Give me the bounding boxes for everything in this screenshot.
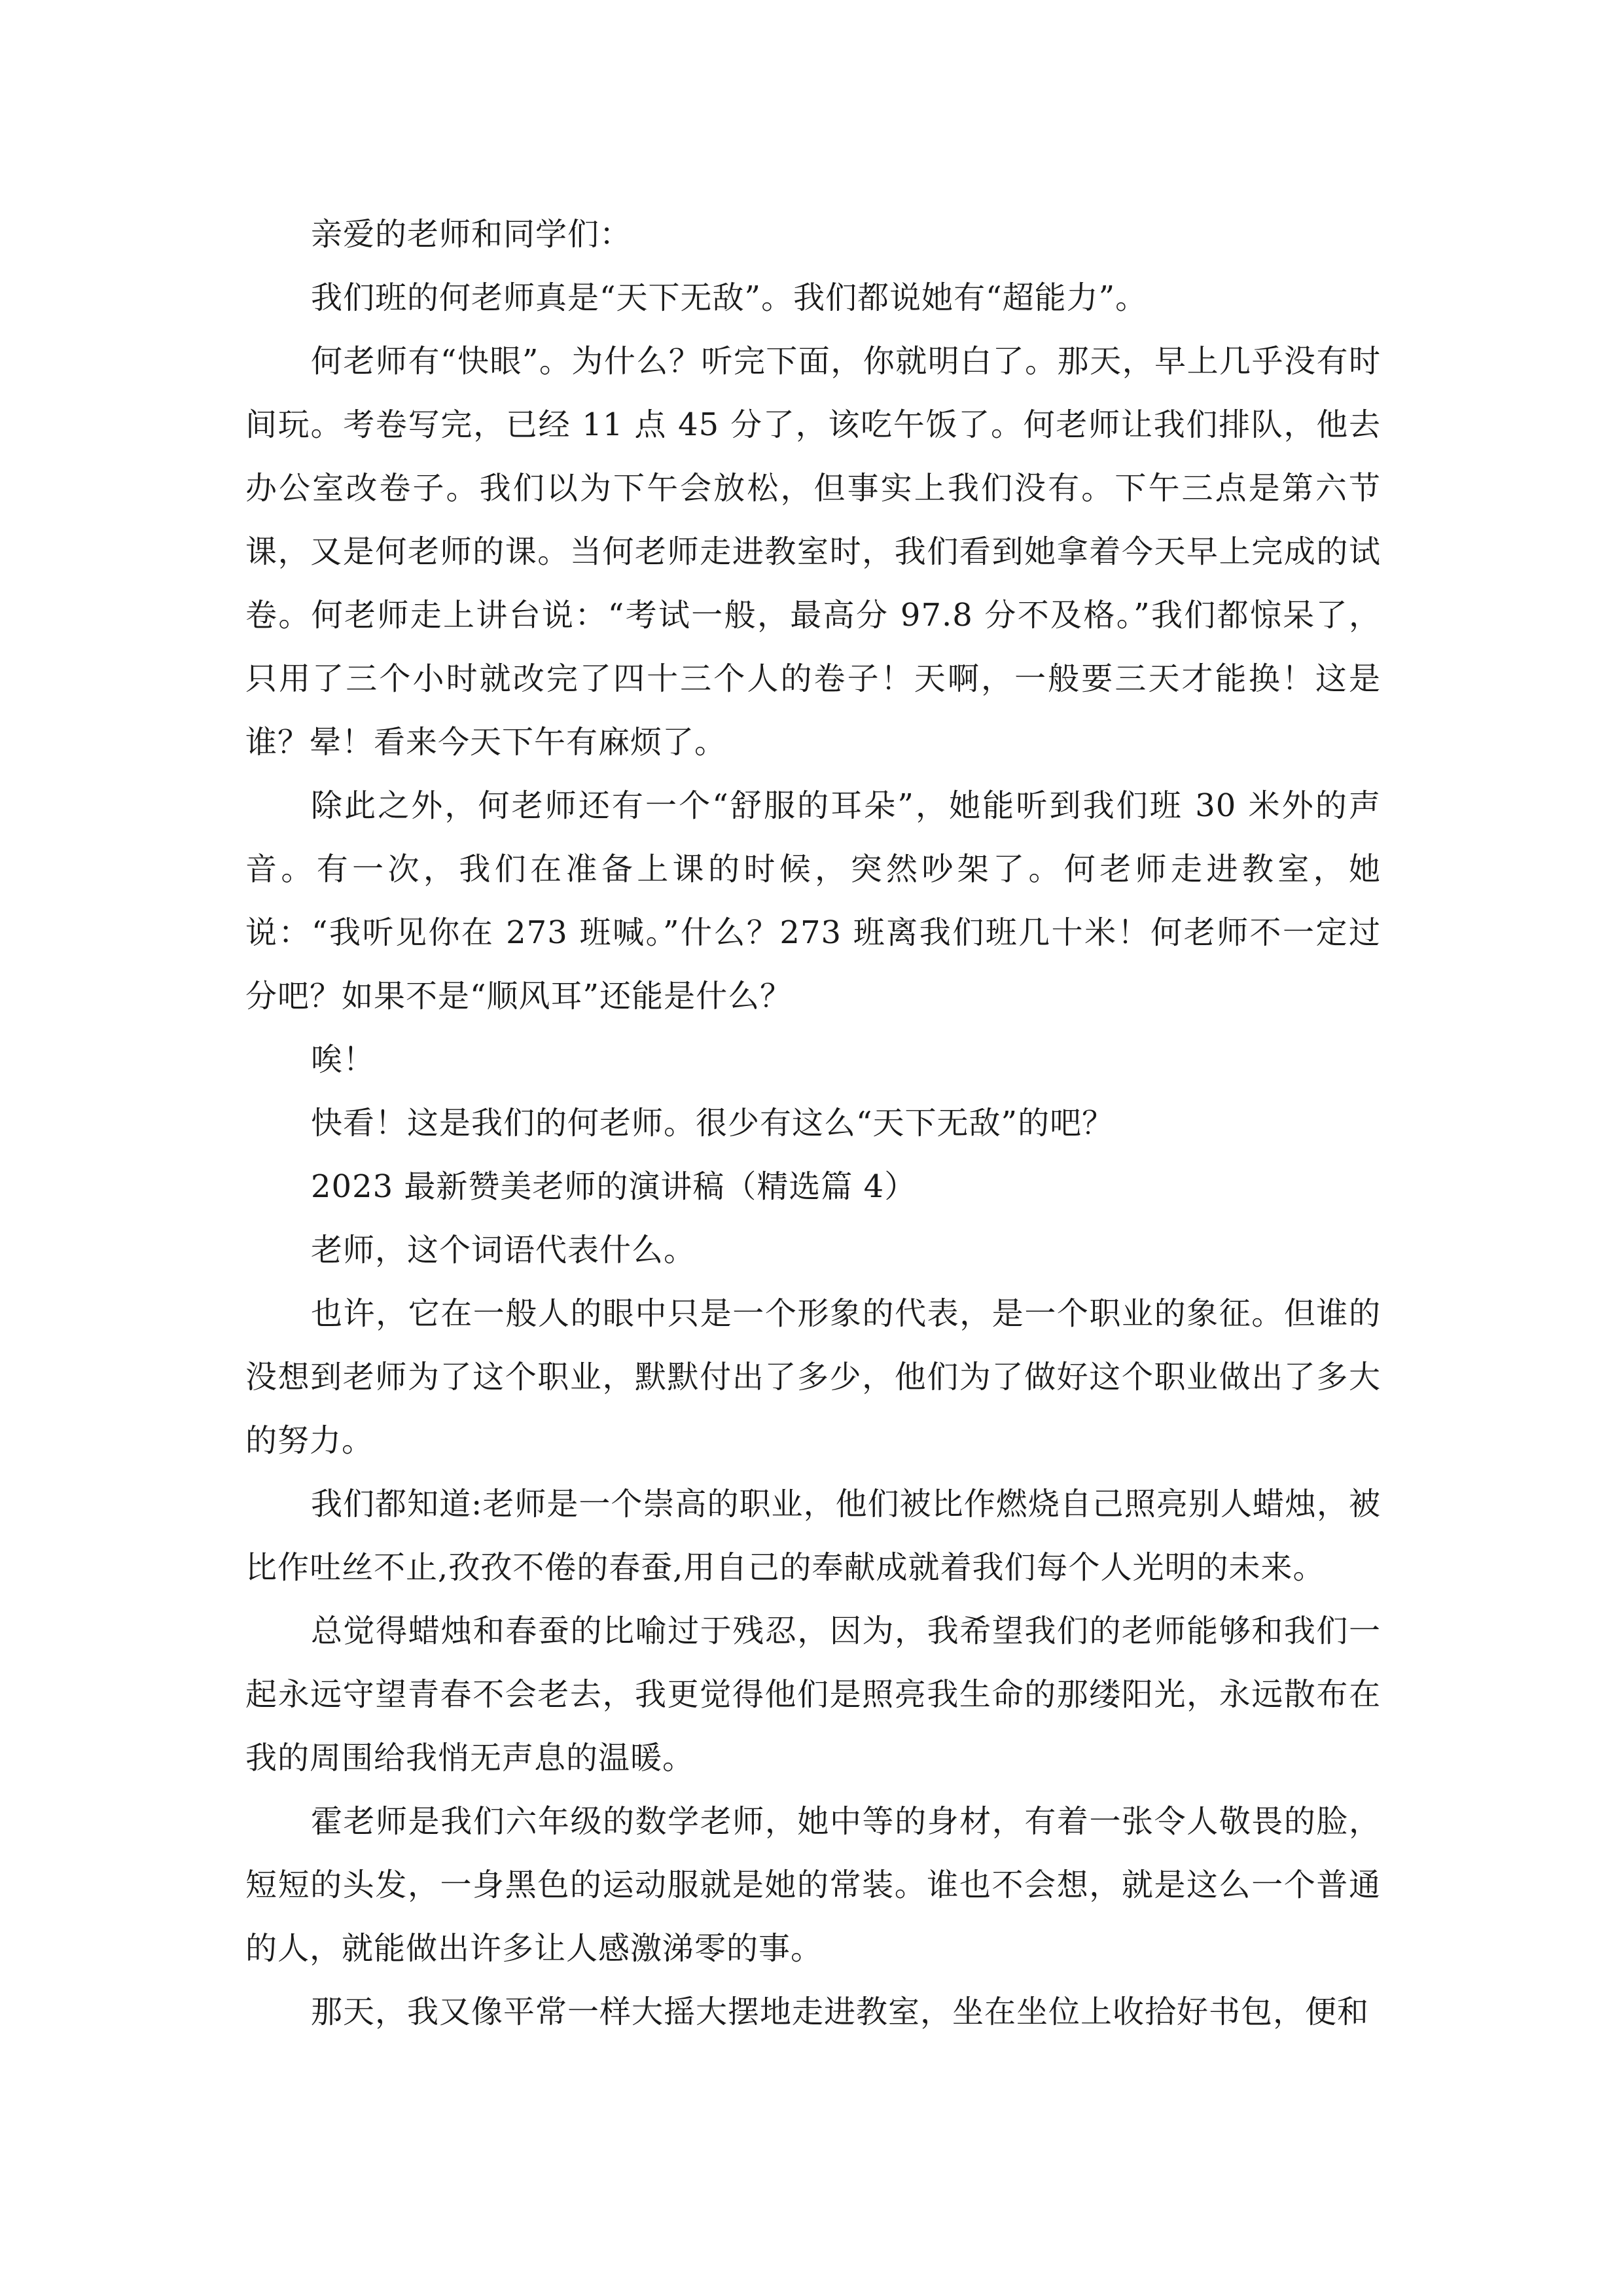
- paragraph: 我们都知道:老师是一个崇高的职业，他们被比作燃烧自己照亮别人蜡烛，被比作吐丝不止,孜孜不倦的春蚕,用自己的奉献成就着我们每个人光明的未来。: [245, 1486, 1381, 1586]
- paragraph-salutation: 亲爱的老师和同学们：: [311, 216, 632, 253]
- paragraph: 除此之外，何老师还有一个“舒服的耳朵”，她能听到我们班 30 米外的声音。有一次，我们在准备上课的时候，突然吵架了。何老师走进教室，她说：“我听见你在 273 班喊。”什么？273 班离我们班几十米！何老师不一定过分吧？如果不是“顺风耳”还能是什么？: [245, 787, 1381, 1014]
- paragraph: 快看！这是我们的何老师。很少有这么“天下无敌”的吧？: [311, 1105, 1115, 1141]
- paragraph: 那天，我又像平常一样大摇大摆地走进教室，坐在坐位上收拾好书包，便和: [311, 1994, 1370, 2030]
- paragraph: 我们班的何老师真是“天下无敌”。我们都说她有“超能力”。: [311, 279, 1148, 316]
- paragraph: 唉！: [311, 1041, 376, 1078]
- document-body: [245, 203, 1381, 2044]
- paragraph: 总觉得蜡烛和春蚕的比喻过于残忍，因为，我希望我们的老师能够和我们一起永远守望青春不会老去，我更觉得他们是照亮我生命的那缕阳光，永远散布在我的周围给我悄无声息的温暖。: [245, 1613, 1381, 1776]
- paragraph: 也许，它在一般人的眼中只是一个形象的代表，是一个职业的象征。但谁的没想到老师为了这个职业，默默付出了多少，他们为了做好这个职业做出了多大的努力。: [245, 1295, 1381, 1459]
- section-heading: 2023 最新赞美老师的演讲稿（精选篇 4）: [311, 1168, 917, 1205]
- paragraph: 老师，这个词语代表什么。: [311, 1232, 696, 1268]
- paragraph: 霍老师是我们六年级的数学老师，她中等的身材，有着一张令人敬畏的脸，短短的头发，一身黑色的运动服就是她的常装。谁也不会想，就是这么一个普通的人，就能做出许多让人感激涕零的事。: [245, 1803, 1381, 1967]
- paragraph: 何老师有“快眼”。为什么？听完下面，你就明白了。那天，早上几乎没有时间玩。考卷写完，已经 11 点 45 分了，该吃午饭了。何老师让我们排队，他去办公室改卷子。我们以为下午会放松，但事实上我们没有。下午三点是第六节课，又是何老师的课。当何老师走进教室时，我们看到她拿着今天早上完成的试卷。何老师走上讲台说：“考试一般，最高分 97.8 分不及格。”我们都惊呆了，只用了三个小时就改完了四十三个人的卷子！天啊，一般要三天才能换！这是谁？晕！看来今天下午有麻烦了。: [245, 343, 1381, 761]
